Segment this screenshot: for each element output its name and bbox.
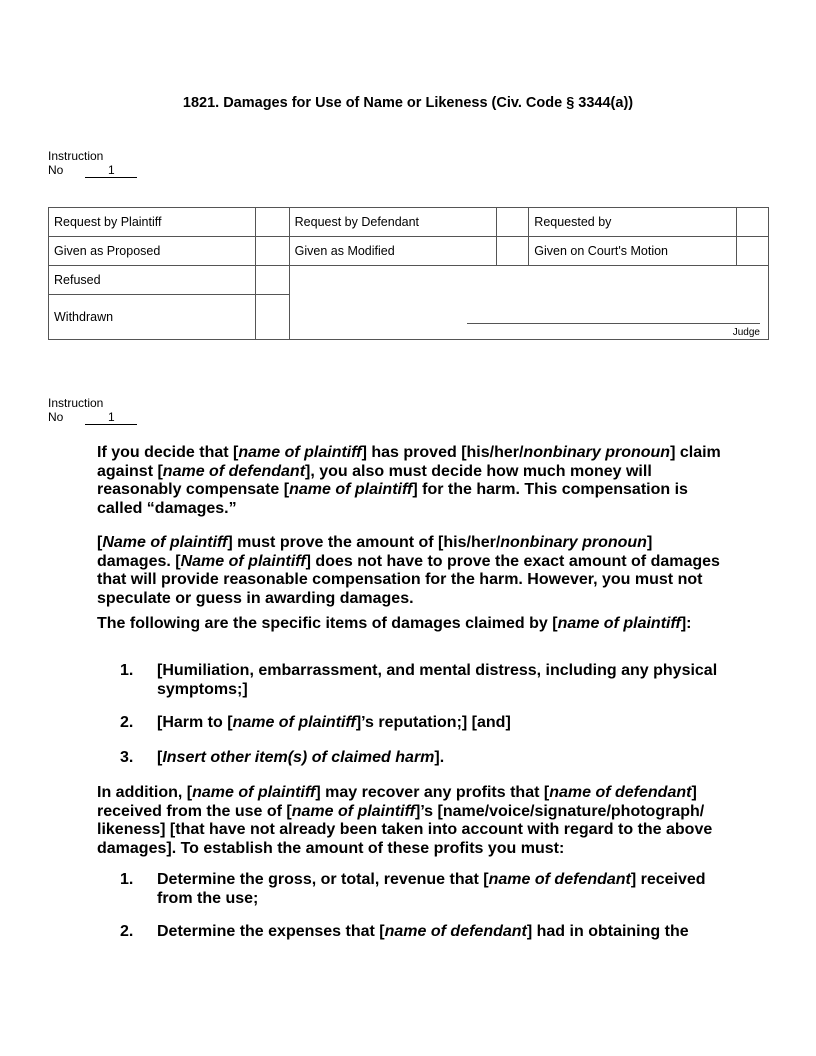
given-as-proposed-checkbox[interactable] bbox=[255, 237, 289, 266]
judge-signature-line[interactable] bbox=[467, 323, 760, 324]
text-segment: If you decide that [ bbox=[97, 444, 239, 461]
judge-label: Judge bbox=[732, 327, 760, 338]
step-number: 1. bbox=[120, 871, 134, 888]
placeholder-text: Insert other item(s) of claimed harm bbox=[162, 749, 435, 766]
text-segment: ], you also must decide how much money will reasonably compensate [ bbox=[97, 462, 652, 498]
requested-by-checkbox[interactable] bbox=[737, 208, 769, 237]
instruction-number: 1 bbox=[85, 164, 137, 178]
step-number: 2. bbox=[120, 923, 134, 940]
instruction-number-block bbox=[48, 149, 137, 178]
no-label: No bbox=[48, 410, 64, 424]
text-segment: ] had in obtaining the bbox=[526, 923, 689, 940]
placeholder-text: Name of plaintiff bbox=[102, 534, 228, 551]
paragraph bbox=[97, 534, 727, 608]
text-segment: ]’s reputation;] [and] bbox=[355, 714, 511, 731]
requested-by-label: Requested by bbox=[529, 208, 737, 237]
step-text bbox=[157, 871, 727, 908]
text-segment: ] has proved [his/her/ bbox=[361, 444, 524, 461]
text-segment: ] received from the use; bbox=[157, 871, 706, 907]
disposition-table bbox=[48, 207, 769, 340]
placeholder-text: nonbinary pronoun bbox=[500, 534, 647, 551]
placeholder-text: name of plaintiff bbox=[557, 615, 681, 632]
request-by-defendant-label: Request by Defendant bbox=[289, 208, 497, 237]
given-on-courts-motion-checkbox[interactable] bbox=[737, 237, 769, 266]
withdrawn-label: Withdrawn bbox=[49, 295, 256, 340]
paragraph bbox=[97, 615, 727, 634]
placeholder-text: name of defendant bbox=[488, 871, 631, 888]
placeholder-text: name of plaintiff bbox=[192, 784, 316, 801]
request-by-defendant-checkbox[interactable] bbox=[497, 208, 529, 237]
placeholder-text: name of plaintiff bbox=[291, 802, 415, 820]
no-label: No bbox=[48, 163, 64, 177]
text-segment: ] received from the use of [ bbox=[97, 784, 697, 820]
placeholder-text: name of defendant bbox=[549, 784, 692, 801]
text-segment: The following are the specific items of damages claimed by [ bbox=[97, 615, 558, 632]
request-by-plaintiff-checkbox[interactable] bbox=[255, 208, 289, 237]
refused-label: Refused bbox=[49, 266, 256, 295]
text-segment: Determine the gross, or total, revenue that [ bbox=[157, 871, 489, 888]
step-text bbox=[157, 923, 727, 942]
text-segment: ]. bbox=[434, 749, 445, 766]
text-segment: [Humiliation, embarrassment, and mental distress, including any physical symptoms;] bbox=[157, 662, 718, 698]
paragraph bbox=[97, 784, 727, 858]
item-number: 3. bbox=[120, 749, 134, 766]
item-number: 1. bbox=[120, 662, 134, 679]
placeholder-text: name of plaintiff bbox=[289, 481, 413, 498]
request-by-plaintiff-label: Request by Plaintiff bbox=[49, 208, 256, 237]
withdrawn-checkbox[interactable] bbox=[255, 295, 289, 340]
placeholder-text: name of plaintiff bbox=[232, 714, 356, 731]
instruction-number-block-2 bbox=[48, 396, 137, 425]
given-as-modified-label: Given as Modified bbox=[289, 237, 497, 266]
text-segment: ] must prove the amount of [his/her/ bbox=[227, 534, 501, 551]
item-text bbox=[157, 662, 727, 699]
judge-signature-area bbox=[289, 266, 768, 340]
text-segment: [Harm to [ bbox=[157, 714, 233, 731]
placeholder-text: name of defendant bbox=[162, 462, 306, 480]
given-on-courts-motion-label: Given on Court's Motion bbox=[529, 237, 737, 266]
text-segment: Determine the expenses that [ bbox=[157, 923, 385, 940]
text-segment: ] claim against [ bbox=[97, 444, 721, 480]
instruction-number: 1 bbox=[85, 411, 137, 425]
placeholder-text: name of plaintiff bbox=[238, 444, 362, 461]
text-segment: [ bbox=[157, 749, 163, 766]
document-title: 1821. Damages for Use of Name or Likeness (Civ. Code § 3344(a)) bbox=[182, 95, 634, 111]
refused-checkbox[interactable] bbox=[255, 266, 289, 295]
text-segment: ]’s [name/voice/signature/photograph/ likeness] [that have not already been taken into account with regard to the above damages]. To establish the amount of these profits you must: bbox=[97, 802, 713, 857]
text-segment: [ bbox=[97, 534, 103, 551]
item-number: 2. bbox=[120, 714, 134, 731]
placeholder-text: name of defendant bbox=[384, 923, 527, 940]
text-segment: In addition, [ bbox=[97, 784, 193, 801]
instruction-label: Instruction bbox=[48, 149, 104, 163]
item-text bbox=[157, 749, 727, 768]
text-segment: ] does not have to prove the exact amount of damages that will provide reasonable compensation for the harm. However, you must not speculate or guess in awarding damages. bbox=[97, 552, 720, 607]
item-text bbox=[157, 714, 727, 733]
given-as-proposed-label: Given as Proposed bbox=[49, 237, 256, 266]
given-as-modified-checkbox[interactable] bbox=[497, 237, 529, 266]
placeholder-text: Name of plaintiff bbox=[180, 552, 306, 570]
text-segment: ] may recover any profits that [ bbox=[315, 784, 550, 801]
placeholder-text: nonbinary pronoun bbox=[523, 444, 671, 461]
text-segment: ] damages. [ bbox=[97, 534, 653, 570]
text-segment: ]: bbox=[680, 615, 692, 632]
text-segment: ] for the harm. This compensation is called “damages.” bbox=[97, 481, 688, 517]
paragraph bbox=[97, 444, 727, 518]
instruction-label: Instruction bbox=[48, 396, 104, 410]
